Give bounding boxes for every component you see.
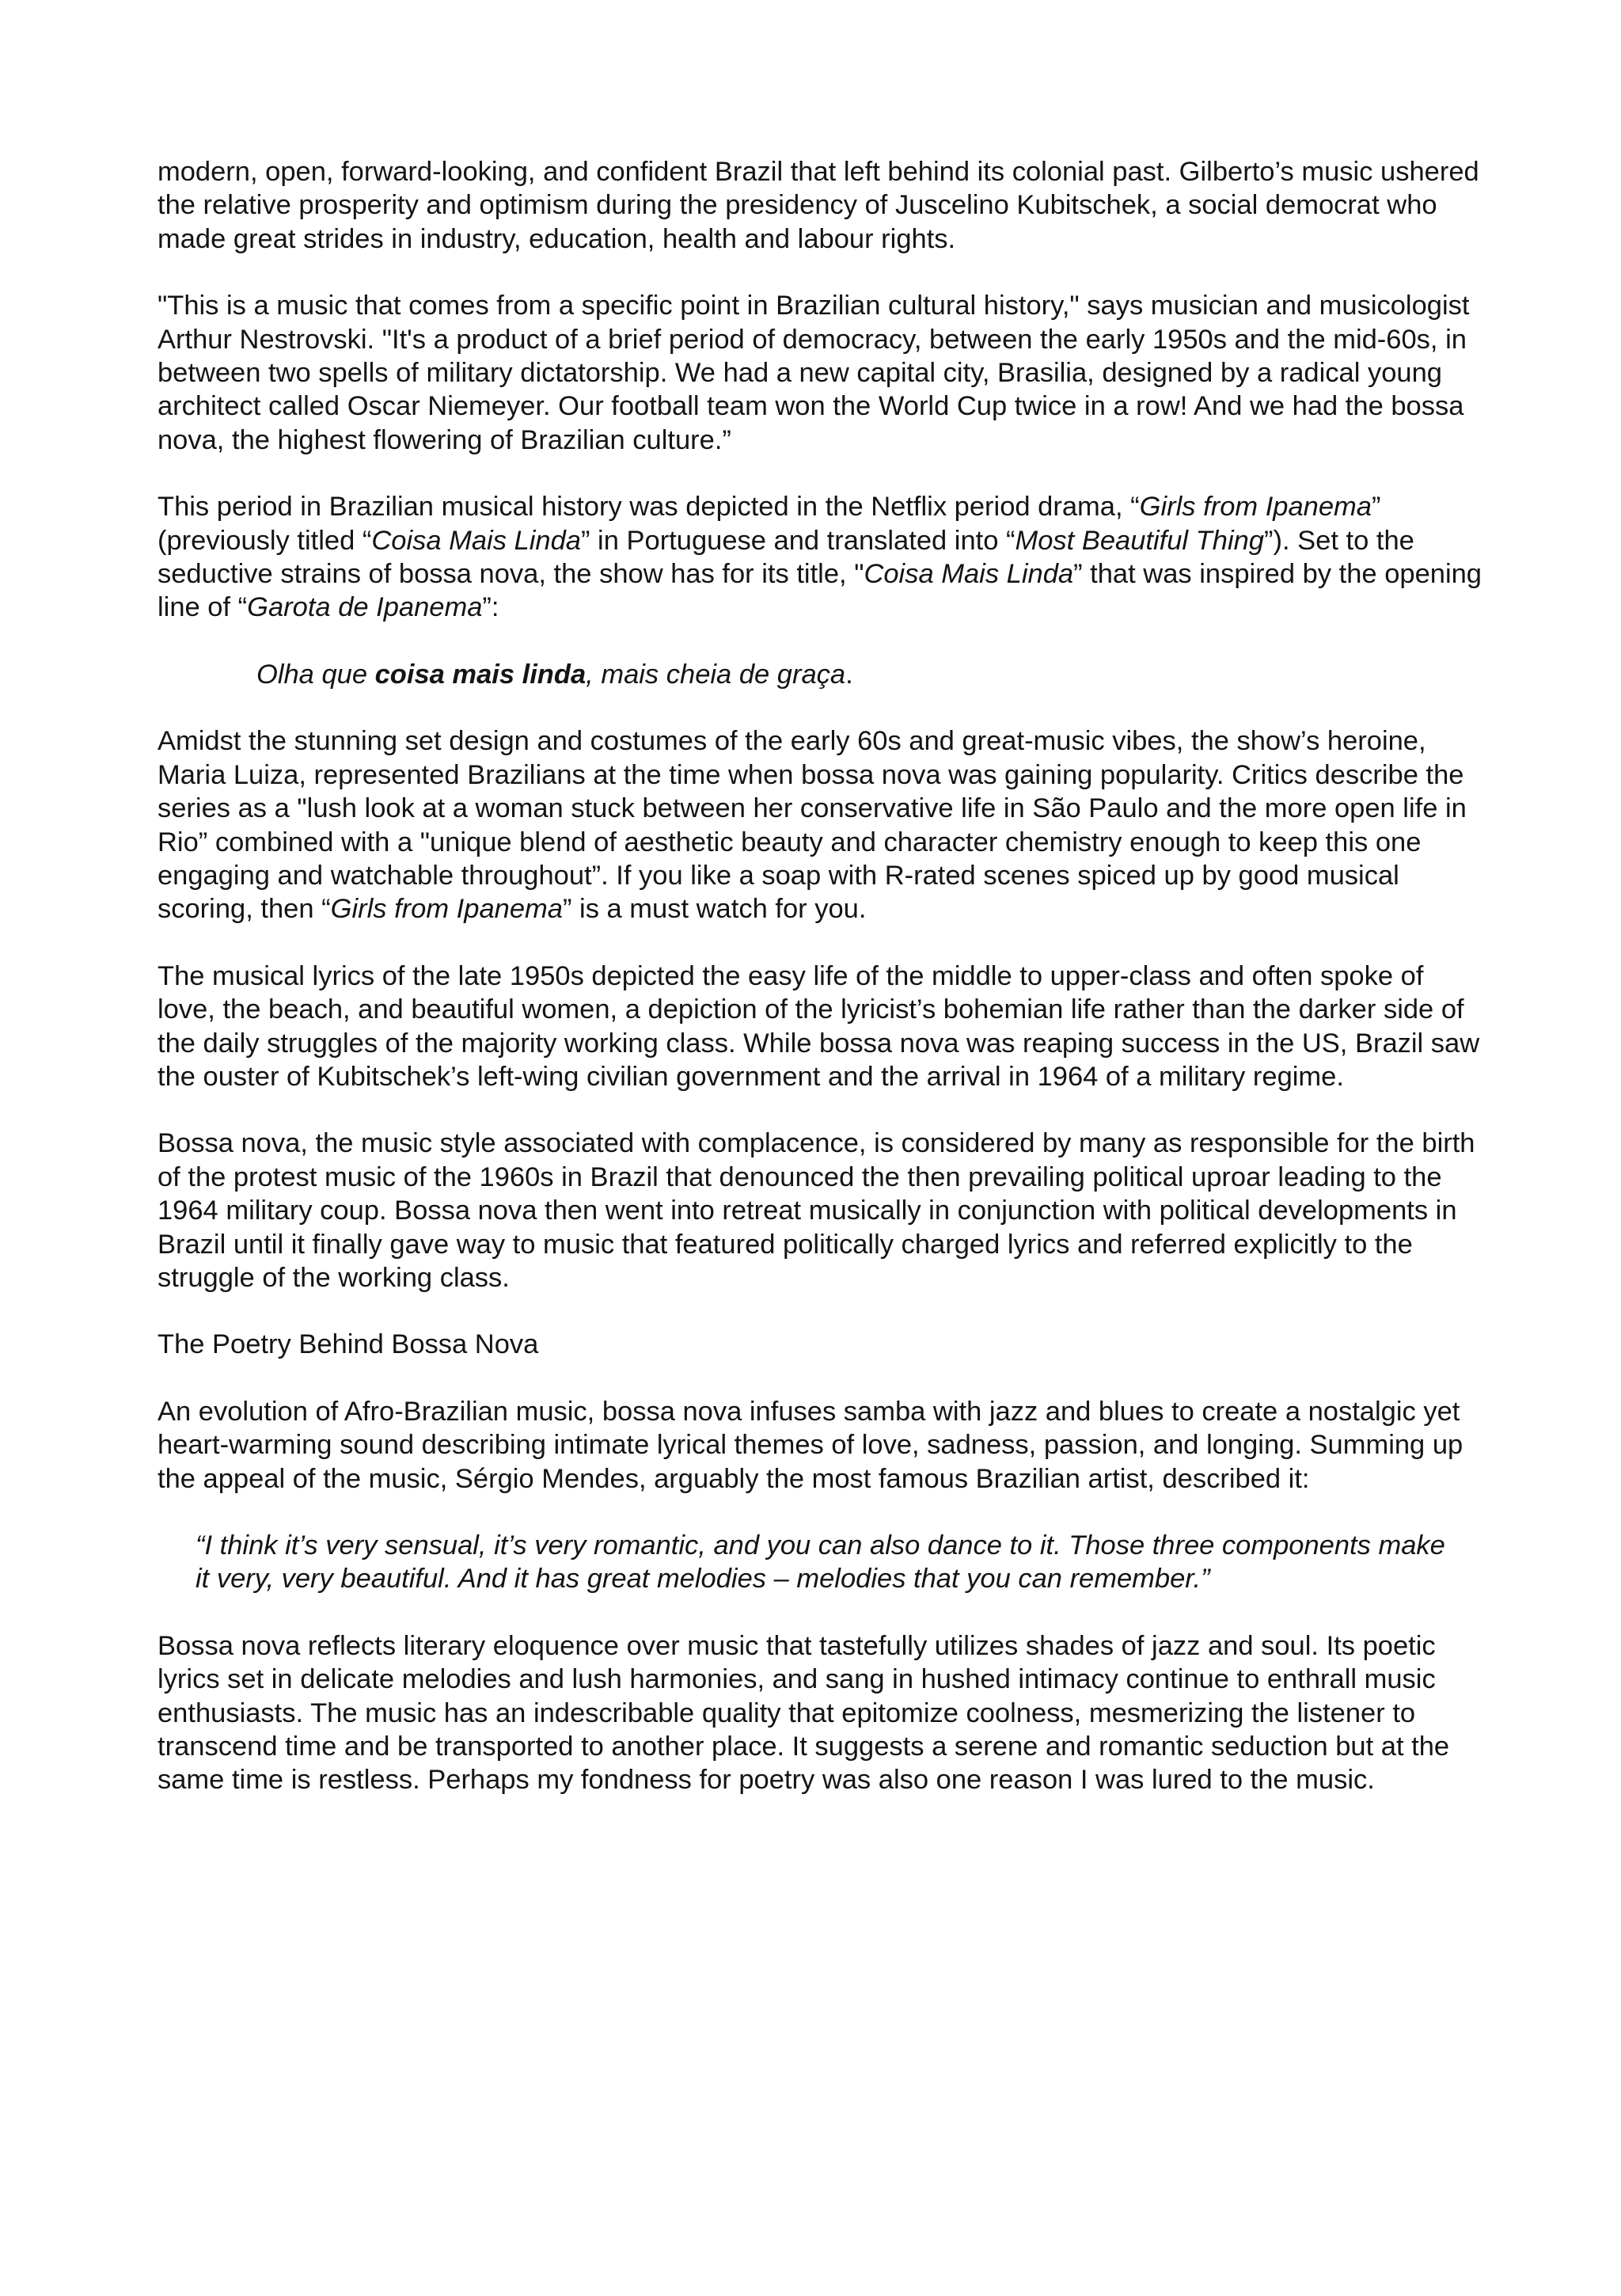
- paragraph-afro-brazilian-evolution: An evolution of Afro-Brazilian music, bossa nova infuses samba with jazz and blues to create a nostalgic yet heart-warming sound describing intimate lyrical themes of love, sadness, passion, and longing. Summing up the appeal of the music, Sérgio Mendes, arguably the most famous Brazilian artist, described it:: [158, 1396, 1463, 1494]
- paragraph-literary-eloquence: Bossa nova reflects literary eloquence over music that tastefully utilizes shades of jazz and soul. Its poetic lyrics set in delicate melodies and lush harmonies, and sang in hushed intimacy continue to enthrall music enthusiasts. The music has an indescribable quality that epitomize coolness, mesmerizing the listener to transcend time and be transported to another place. It suggests a serene and romantic seduction but at the same time is restless. Perhaps my fondness for poetry was also one reason I was lured to the music.: [158, 1630, 1450, 1796]
- section-heading: The Poetry Behind Bossa Nova: [158, 1329, 539, 1360]
- paragraph-show-review: Amidst the stunning set design and costumes of the early 60s and great-music vibes, the show’s heroine, Maria Luiza, represented Brazilians at the time when bossa nova was gaining popularity. Critics describe the series as a "lush look at a woman stuck between her conservative life in São Paulo and the more open life in Rio” combined with a "unique blend of aesthetic beauty and character chemistry enough to keep this one engaging and watchable throughout”. If you like a soap with R-rated scenes spiced up by good musical scoring, then “Girls from Ipanema” is a must watch for you.: [158, 726, 1467, 925]
- paragraph-gilberto-era: modern, open, forward-looking, and confident Brazil that left behind its colonial past. Gilberto’s music ushered the relative prosperity and optimism during the presidency of Juscelino Kubitschek, a social democrat who made great strides in industry, education, health and labour rights.: [158, 157, 1479, 254]
- show-title-repeat: Girls from Ipanema: [330, 894, 563, 925]
- paragraph-lyrics-1950s: The musical lyrics of the late 1950s depicted the easy life of the middle to upper-class and often spoke of love, the beach, and beautiful women, a depiction of the lyricist’s bohemian life rather than the darker side of the daily struggles of the majority working class. While bossa nova was reaping success in the US, Brazil saw the ouster of Kubitschek’s left-wing civilian government and the arrival in 1964 of a military regime.: [158, 960, 1480, 1092]
- paragraph-nestrovski-quote: "This is a music that comes from a specific point in Brazilian cultural history," says musician and musicologist Arthur Nestrovski. "It's a product of a brief period of democracy, between the early 1950s and the mid-60s, in between two spells of military dictatorship. We had a new capital city, Brasilia, designed by a radical young architect called Oscar Niemeyer. Our football team won the World Cup twice in a row! And we had the bossa nova, the highest flowering of Brazilian culture.”: [158, 291, 1470, 455]
- paragraph-protest-music: Bossa nova, the music style associated with complacence, is considered by many as responsible for the birth of the protest music of the 1960s in Brazil that denounced the then prevailing political uproar leading to the 1964 military coup. Bossa nova then went into retreat musically in conjunction with political developments in Brazil until it finally gave way to music that featured politically charged lyrics and referred explicitly to the struggle of the working class.: [158, 1128, 1475, 1293]
- show-title: Girls from Ipanema: [1139, 492, 1372, 523]
- portuguese-title-repeat: Coisa Mais Linda: [864, 559, 1074, 590]
- song-title: Garota de Ipanema: [247, 592, 483, 623]
- lyric-emphasis: coisa mais linda: [374, 659, 587, 690]
- translated-title: Most Beautiful Thing: [1015, 525, 1264, 556]
- portuguese-title: Coisa Mais Linda: [371, 525, 581, 556]
- lyric-verse: Olha que coisa mais linda, mais cheia de graça.: [256, 659, 853, 690]
- document-page: [158, 155, 1487, 1830]
- mendes-quote: “I think it’s very sensual, it’s very romantic, and you can also dance to it. Those three components make it very, very beautiful. And it has great melodies – melodies that you can remember.”: [196, 1530, 1445, 1595]
- paragraph-netflix-drama: This period in Brazilian musical history was depicted in the Netflix period drama, “Girls from Ipanema” (previously titled “Coisa Mais Linda” in Portuguese and translated into “Most Beautiful Thing”). Set to the seductive strains of bossa nova, the show has for its title, "Coisa Mais Linda” that was inspired by the opening line of “Garota de Ipanema”:: [158, 492, 1482, 623]
